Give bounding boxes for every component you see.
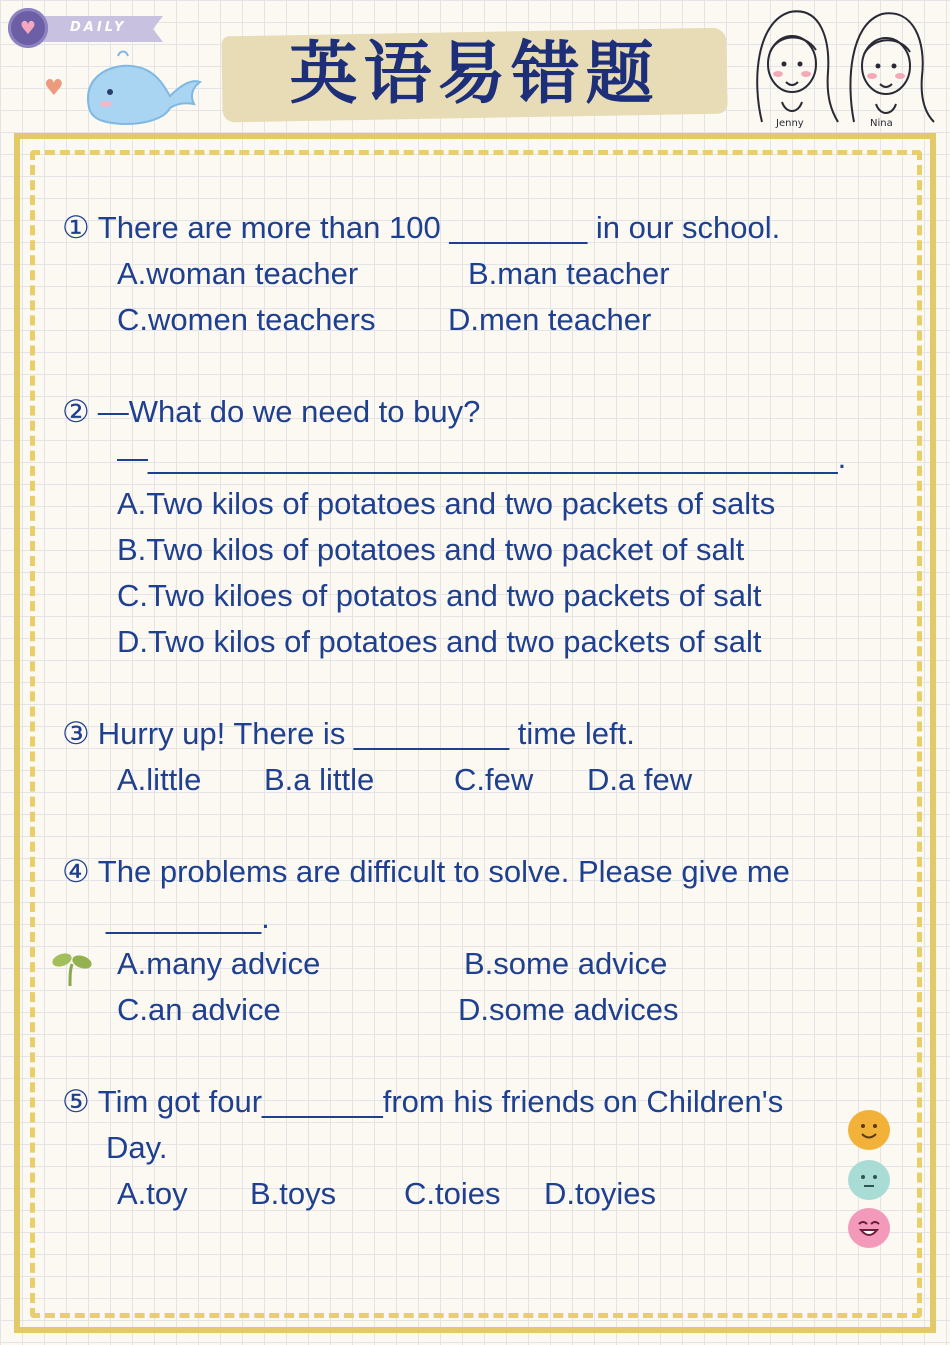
option-a[interactable]: A.little: [117, 762, 202, 797]
question-3: [62, 711, 852, 803]
question-number: ④: [62, 854, 90, 889]
option-a[interactable]: A.Two kilos of potatoes and two packets of salts: [117, 486, 776, 521]
option-row: [62, 251, 852, 297]
question-stem: Tim got four_______from his friends on Children's: [97, 1084, 784, 1119]
question-2: [62, 389, 852, 665]
option-b[interactable]: B.a little: [264, 762, 375, 797]
option-a[interactable]: A.woman teacher: [117, 256, 359, 291]
question-1: [62, 205, 852, 343]
option-c[interactable]: C.women teachers: [117, 302, 376, 337]
question-stem-line-2: —________________________________________.: [117, 440, 847, 475]
option-b[interactable]: B.man teacher: [468, 256, 670, 291]
answer-line: [62, 895, 852, 941]
option-c[interactable]: C.an advice: [117, 992, 281, 1027]
question-number: ⑤: [62, 1084, 90, 1119]
stem-continuation: [62, 1125, 852, 1171]
question-4: [62, 849, 852, 1033]
option-c[interactable]: C.Two kiloes of potatos and two packets of salt: [117, 578, 762, 613]
two-girls-illustration: [742, 2, 942, 130]
option-b[interactable]: B.Two kilos of potatoes and two packet of salt: [117, 532, 745, 567]
option-row: [62, 527, 852, 573]
option-d[interactable]: D.Two kilos of potatoes and two packets of salt: [117, 624, 762, 659]
name-left: Jenny: [776, 118, 804, 129]
option-row: [62, 757, 852, 803]
option-c[interactable]: C.toies: [404, 1176, 501, 1211]
option-row: [62, 619, 852, 665]
question-number: ②: [62, 394, 90, 429]
question-stem-line-2: Day.: [106, 1130, 168, 1165]
page-title: 英语易错题: [289, 35, 660, 114]
option-row: [62, 297, 852, 343]
option-b[interactable]: B.toys: [250, 1176, 337, 1211]
answer-line: [62, 435, 852, 481]
sprout-icon: [50, 948, 94, 988]
header: [0, 0, 950, 135]
question-stem: Hurry up! There is _________ time left.: [97, 716, 635, 751]
option-c[interactable]: C.few: [454, 762, 534, 797]
option-d[interactable]: D.men teacher: [448, 302, 652, 337]
option-row: [62, 573, 852, 619]
option-row: [62, 987, 852, 1033]
option-d[interactable]: D.a few: [587, 762, 693, 797]
neutral-emoji-icon: [848, 1160, 890, 1200]
option-row: [62, 481, 852, 527]
question-stem: There are more than 100 ________ in our school.: [97, 210, 781, 245]
question-stem: —What do we need to buy?: [97, 394, 481, 429]
heart-badge-icon: ♥: [8, 8, 48, 48]
question-stem: The problems are difficult to solve. Please give me: [97, 854, 790, 889]
option-a[interactable]: A.toy: [117, 1176, 188, 1211]
question-number: ①: [62, 210, 90, 245]
grin-emoji-icon: [848, 1208, 890, 1248]
name-right: Nina: [870, 118, 893, 129]
option-row: [62, 1171, 852, 1217]
heart-icon: ♥: [44, 76, 64, 101]
whale-icon: [78, 48, 208, 130]
question-number: ③: [62, 716, 90, 751]
smile-emoji-icon: [848, 1110, 890, 1150]
title-banner: [222, 16, 727, 120]
option-d[interactable]: D.toyies: [544, 1176, 656, 1211]
option-b[interactable]: B.some advice: [464, 946, 668, 981]
option-a[interactable]: A.many advice: [117, 946, 321, 981]
daily-tag: [8, 8, 158, 44]
question-5: [62, 1079, 852, 1217]
daily-label: DAILY: [70, 20, 127, 35]
option-d[interactable]: D.some advices: [458, 992, 679, 1027]
question-stem-line-2: _________.: [106, 900, 270, 935]
option-row: [62, 941, 852, 987]
